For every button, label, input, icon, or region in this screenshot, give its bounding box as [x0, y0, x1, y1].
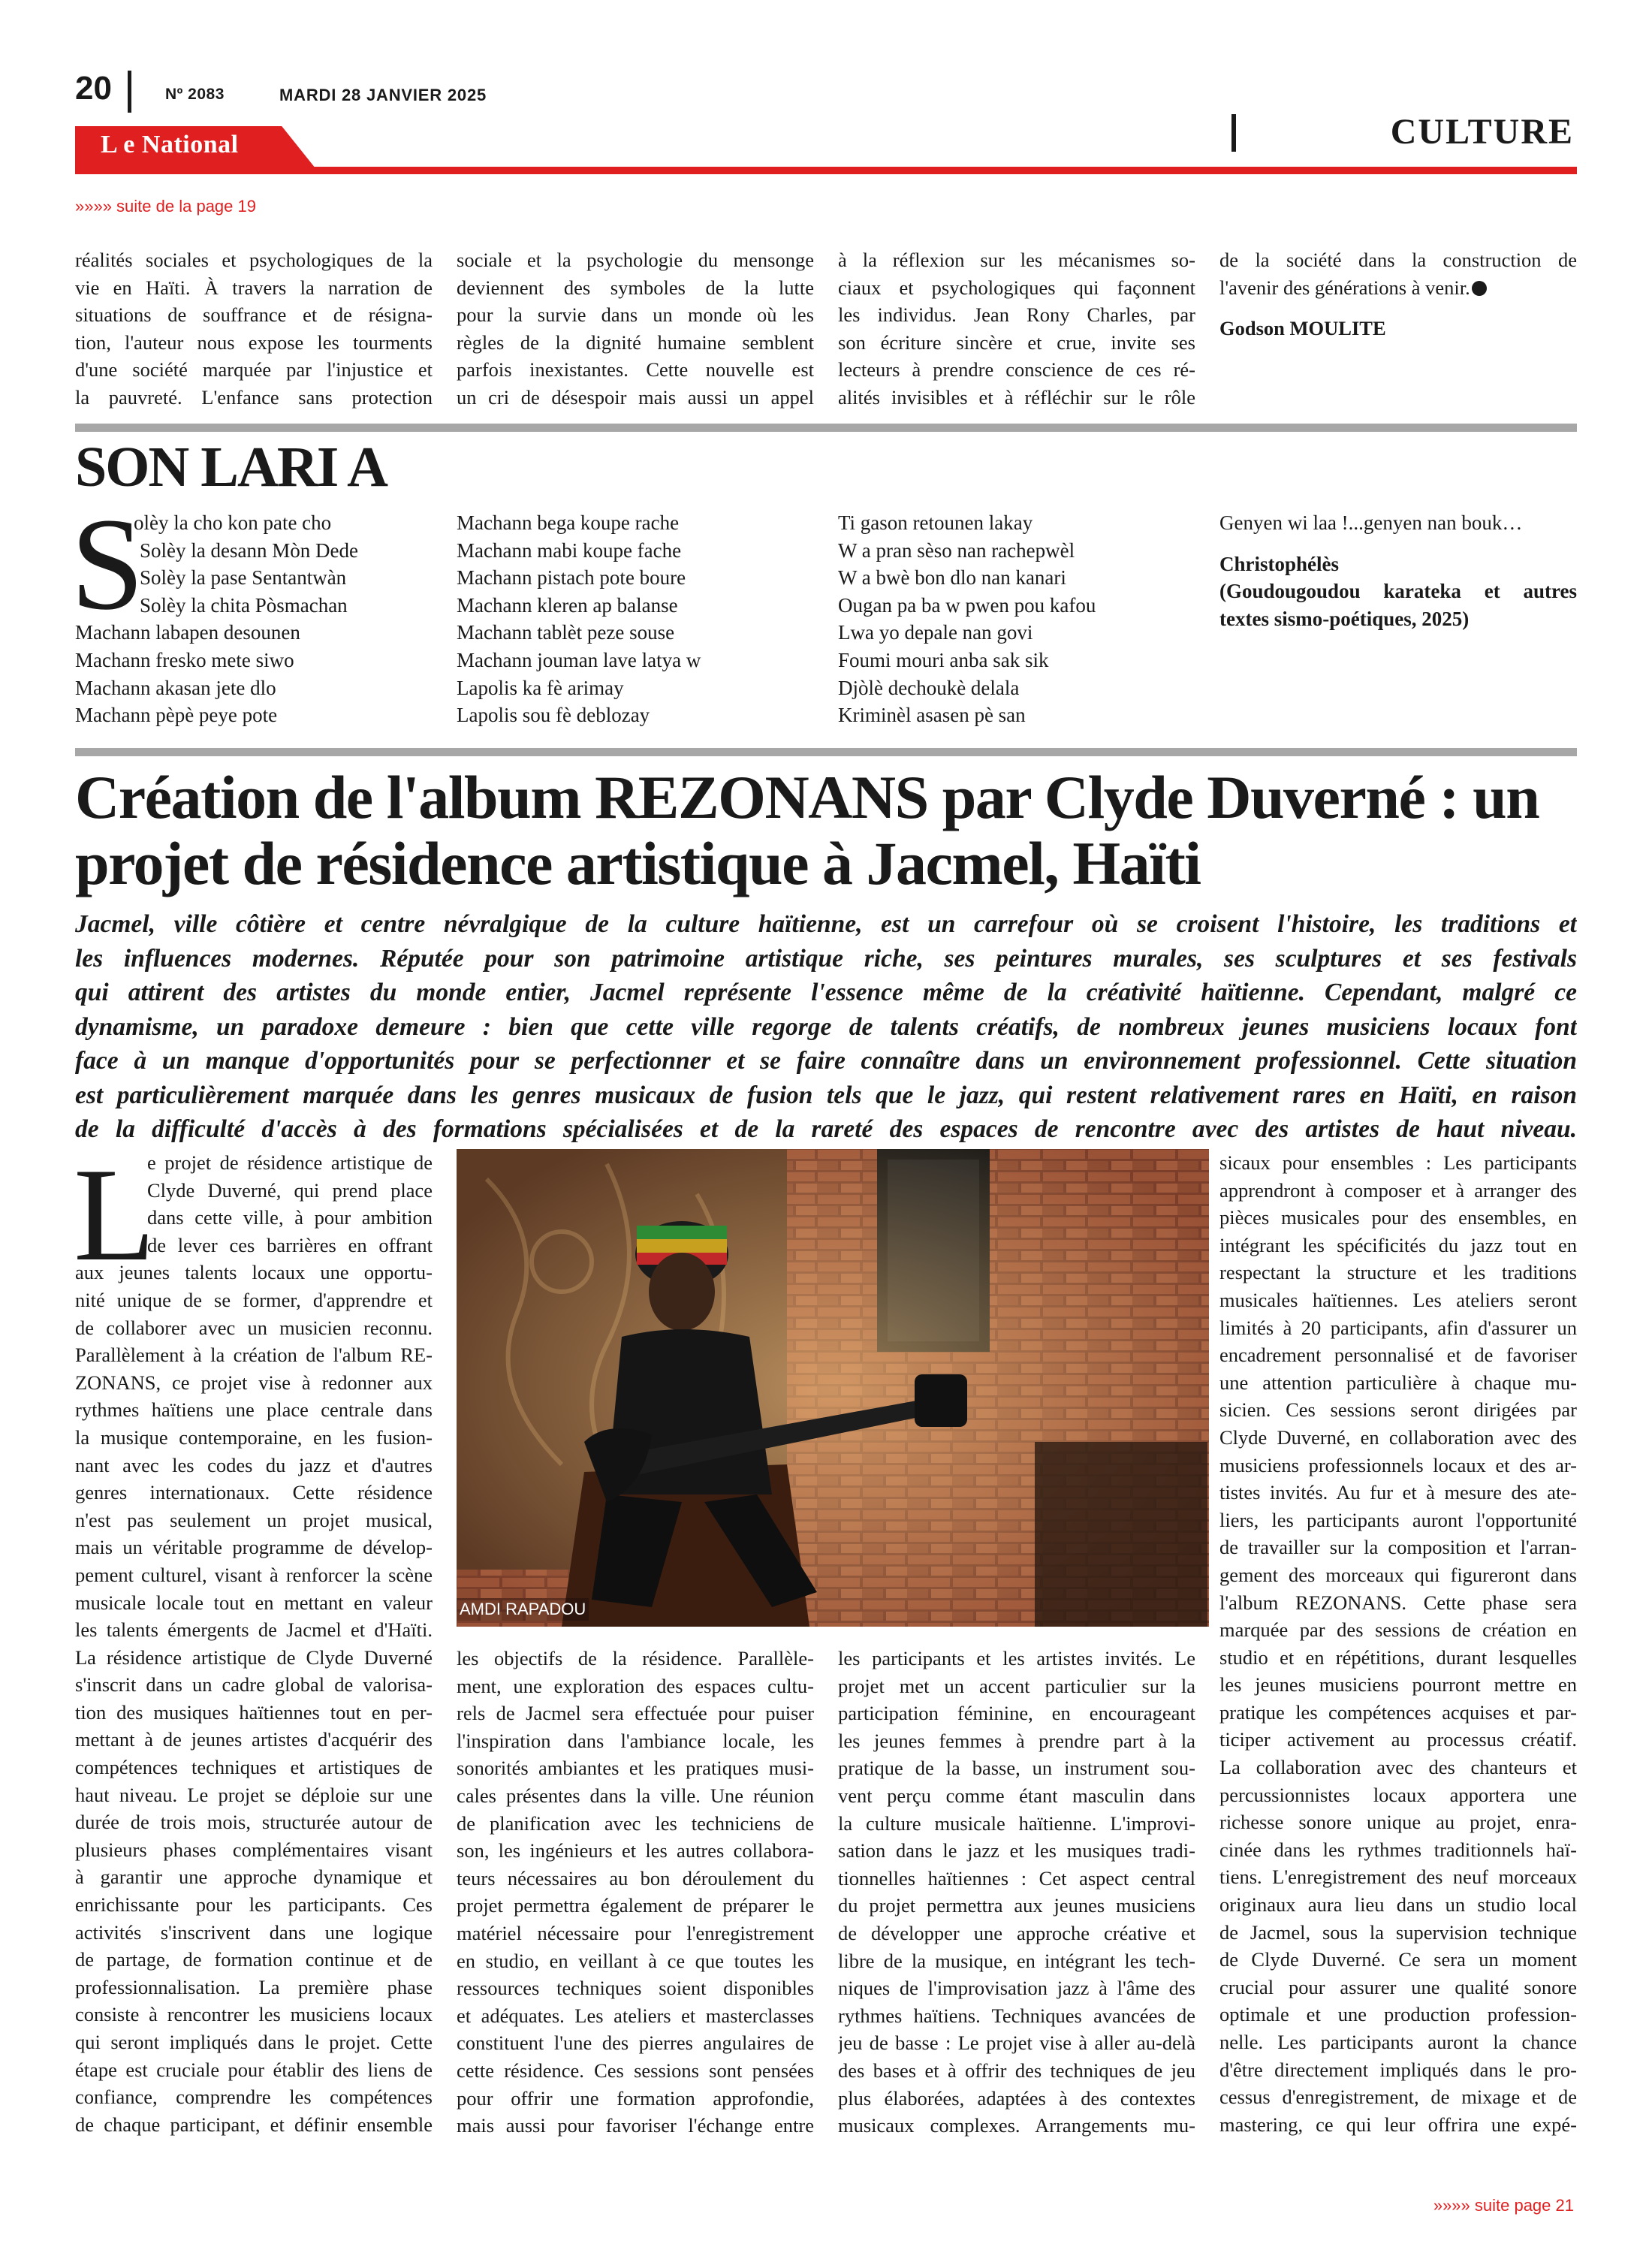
text-line: tion des musiques haïtiennes tout en per-	[75, 1700, 433, 1724]
text-line: teurs nécessaires au bon déroulement du	[457, 1866, 814, 1890]
text-line: étape est cruciale pour établir des liens de	[75, 2058, 433, 2081]
text-line: tistes invités. Au fur et à mesure des ate-	[1219, 1481, 1577, 1504]
poem-source: (Goudougoudou karateka et autres textes sismo-poétiques, 2025)	[1219, 580, 1577, 630]
text-line: de Jacmel, sous la supervision technique	[1219, 1920, 1577, 1944]
text-line: pour offrir une formation approfondie,	[457, 2086, 814, 2110]
article-dropcap: L	[74, 1140, 155, 1289]
text-line: encadrement personnalisé et de favoriser	[1219, 1344, 1577, 1367]
text-line: percussionnistes locaux apportera une	[1219, 1783, 1577, 1806]
text-line: de travailler sur la composition et l'arran-	[1219, 1536, 1577, 1559]
poem-line: olèy la cho kon pate cho	[134, 511, 332, 534]
text-line: richesse sonore unique au projet, enra-	[1219, 1811, 1577, 1834]
text-line: musicales haïtiennes. Les ateliers seront	[1219, 1288, 1577, 1311]
text-line: ressources techniques soient disponibles	[457, 1977, 814, 2000]
text-line: de planification avec les techniciens de	[457, 1811, 814, 1835]
text-line: les jeunes musiciens pourront mettre en	[1219, 1673, 1577, 1697]
poem-line: Genyen wi laa !...genyen nan bouk…	[1219, 511, 1523, 534]
poem-col-4	[1219, 509, 1577, 632]
text-line: marquée par des sessions de création en	[1219, 1618, 1577, 1642]
text-line: compétences techniques et artistiques de	[75, 1756, 433, 1779]
text-line: tionnelles haïtiennes : Cet aspect central	[838, 1866, 1195, 1890]
text-line: professionnalisation. La première phase	[75, 1975, 433, 1998]
photo-illustration	[457, 1149, 1209, 1627]
text-line: la culture musicale haïtienne. L'improvi-	[838, 1811, 1195, 1835]
poem-col-1	[75, 509, 433, 729]
text-line: à garantir une approche dynamique et	[75, 1865, 433, 1889]
text-line: ZONANS, ce projet vise à redonner aux	[75, 1371, 433, 1394]
text-line: de lever ces barrières en offrant	[147, 1233, 433, 1256]
text-line: La collaboration avec des chanteurs et	[1219, 1756, 1577, 1779]
poem-line: Solèy la desann Mòn Dede	[140, 538, 358, 562]
text-line: niques de l'improvisation jazz à l'âme des	[838, 1977, 1195, 2000]
article-lead	[75, 907, 1577, 1147]
text-line: nité unique de se former, d'apprendre et	[75, 1288, 433, 1311]
prev-article-col-2	[457, 246, 814, 412]
text-line: rythmes haïtiens une place centrale dans	[75, 1398, 433, 1422]
text-line: sicaux pour ensembles : Les participants	[1219, 1151, 1577, 1174]
text-line: deviennent des symboles de la lutte	[457, 276, 814, 299]
section-separator	[75, 748, 1577, 756]
poem-line: W a pran sèso nan rachepwèl	[838, 538, 1075, 562]
poem-line: Machann bega koupe rache	[457, 511, 680, 534]
text-line: à la réflexion sur les mécanismes so-	[838, 249, 1195, 271]
text-line: alités invisibles et à réfléchir sur le rôle	[838, 385, 1195, 409]
text-line: nelle. Les participants auront la chance	[1219, 2031, 1577, 2053]
text-line: pour la survie dans un monde où les	[457, 303, 814, 327]
poem-title: SON LARI A	[75, 436, 387, 499]
text-line: les individus. Jean Rony Charles, par	[838, 303, 1195, 327]
text-line: vie en Haïti. À travers la narration de	[75, 276, 433, 299]
poem-line: Machann labapen desounen	[75, 621, 300, 644]
text-line: les objectifs de la résidence. Parallèle-	[457, 1647, 814, 1669]
text-line: dans cette ville, à pour ambition	[147, 1206, 433, 1229]
poem-line: Djòlè dechoukè delala	[838, 676, 1020, 699]
article-col-4	[1219, 1149, 1577, 2138]
text-line: crucial pour assurer une qualité sonore	[1219, 1975, 1577, 1998]
article-headline: Création de l'album REZONANS par Clyde Duverné : un projet de résidence artistique à Jacmel, Haïti	[75, 763, 1539, 897]
lead-line: de la difficulté d'accès à des formations spécialisées et de la rareté des espaces de rencontre avec des artistes de haut niveau.	[75, 1115, 1577, 1143]
page-number: 20	[75, 70, 112, 107]
poem-line: Machann akasan jete dlo	[75, 676, 276, 699]
text-line: réalités sociales et psychologiques de la	[75, 249, 433, 271]
text-line: de la société dans la construction de	[1219, 249, 1577, 271]
text-line: les jeunes femmes à prendre part à la	[838, 1729, 1195, 1752]
text-line: tion, l'auteur nous expose les tourments	[75, 330, 433, 354]
text-line: les participants et les artistes invités. Le	[838, 1647, 1195, 1669]
text-line: la musique contemporaine, en les fusion-	[75, 1425, 433, 1449]
text-line: les talents émergents de Jacmel et d'Haïti.	[75, 1618, 433, 1642]
text-line: s'inscrit dans un cadre global de valorisa-	[75, 1673, 433, 1697]
continued-from-link[interactable]: »»»» suite de la page 19	[75, 197, 256, 216]
end-of-article-icon	[1472, 281, 1487, 296]
text-line: son, les ingénieurs et les autres collabora-	[457, 1839, 814, 1862]
poem-line: Lapolis ka fè arimay	[457, 676, 624, 699]
article-photo	[457, 1149, 1209, 1627]
text-line: son écriture sincère et crue, invite ses	[838, 330, 1195, 354]
text-line: tiens. L'enregistrement des neuf morceaux	[1219, 1865, 1577, 1889]
poem-line: Solèy la chita Pòsmachan	[140, 593, 348, 617]
text-line: cales présentes dans la ville. Une réunion	[457, 1784, 814, 1807]
poem-line: Machann pistach pote boure	[457, 566, 686, 590]
text-line: nant avec les codes du jazz et d'autres	[75, 1453, 433, 1476]
text-line: mastering, ce qui leur offrira une expé-	[1219, 2113, 1577, 2136]
text-line: limités à 20 participants, afin d'assurer un	[1219, 1316, 1577, 1339]
text-line: cette résidence. Ces sessions sont pensées	[457, 2058, 814, 2082]
text-line: de développer une approche créative et	[838, 1921, 1195, 1944]
publication-date: MARDI 28 JANVIER 2025	[279, 86, 487, 104]
text-line: une attention particulière à chaque mu-	[1219, 1371, 1577, 1394]
text-line: pratique les compétences acquises et par-	[1219, 1700, 1577, 1724]
text-line: plusieurs phases complémentaires visant	[75, 1838, 433, 1861]
poem-line: Ti gason retounen lakay	[838, 511, 1033, 534]
text-line: sicien. Ces sessions seront dirigées par	[1219, 1398, 1577, 1422]
text-line: jeu de basse : Le projet vise à aller au-delà	[838, 2031, 1195, 2055]
text-line: de Clyde Duverné. Ce sera un moment	[1219, 1948, 1577, 1971]
text-line: musicaux complexes. Arrangements mu-	[838, 2114, 1195, 2137]
text-line: d'une société marquée par l'injustice et	[75, 358, 433, 382]
text-line: rythmes haïtiens. Techniques avancées de	[838, 2004, 1195, 2027]
text-line: gement des morceaux qui figureront dans	[1219, 1563, 1577, 1586]
text-line: la pauvreté. L'enfance sans protection	[75, 385, 433, 409]
prev-article-author: Godson MOULITE	[1219, 317, 1386, 340]
lead-line: les influences modernes. Réputée pour son patrimoine artistique riche, ses peintures murales, ses sculptures et ses festivals	[75, 944, 1577, 973]
text-line: Clyde Duverné, qui prend place	[147, 1178, 433, 1202]
text-line-content: l'avenir des générations à venir.	[1219, 276, 1470, 299]
lead-line: dynamisme, un paradoxe demeure : bien que cette ville regorge de talents créatifs, de nombreux jeunes musiciens locaux font	[75, 1012, 1577, 1041]
text-line: genres internationaux. Cette résidence	[75, 1481, 433, 1504]
poem-line: Machann tablèt peze souse	[457, 621, 675, 644]
text-line: pratique de la basse, un instrument sou-	[838, 1757, 1195, 1780]
lead-line: est particulièrement marquée dans les genres musicaux de fusion tels que le jazz, qui restent relativement rares en Haïti, en raison	[75, 1081, 1577, 1109]
text-line: mais un véritable programme de dévelop-	[75, 1536, 433, 1559]
text-line: lecteurs à prendre conscience de ces ré-	[838, 358, 1195, 382]
text-line: de partage, de formation continue et de	[75, 1948, 433, 1971]
text-line: vent perçu comme étant masculin dans	[838, 1784, 1195, 1807]
text-line: projet permettra également de préparer le	[457, 1894, 814, 1917]
text-line: respectant la structure et les traditions	[1219, 1261, 1577, 1284]
text-line: des bases et à offrir des techniques de jeu	[838, 2058, 1195, 2082]
text-line: sation dans le jazz et les musiques tradi-	[838, 1839, 1195, 1862]
text-line: Clyde Duverné, en collaboration avec des	[1219, 1425, 1577, 1449]
text-line: en studio, en veillant à ce que toutes les	[457, 1949, 814, 1972]
prev-article-col-3	[838, 246, 1195, 412]
text-line: matériel nécessaire pour l'enregistrement	[457, 1921, 814, 1944]
poem-line: W a bwè bon dlo nan kanari	[838, 566, 1066, 590]
poem-dropcap: S	[71, 491, 144, 638]
text-line: ticiper activement au processus créatif.	[1219, 1728, 1577, 1751]
prev-article-col-4	[1219, 246, 1577, 342]
text-line: constituent l'une des pierres angulaires de	[457, 2031, 814, 2055]
poem-col-2	[457, 509, 814, 729]
text-line: l'album REZONANS. Cette phase sera	[1219, 1591, 1577, 1614]
section-title: CULTURE	[1390, 112, 1574, 152]
poem-line: Solèy la pase Sentantwàn	[140, 566, 347, 590]
page-number-divider	[128, 71, 131, 113]
text-line: de chaque participant, et définir ensemble	[75, 2113, 433, 2136]
text-line: n'est pas seulement un projet musical,	[75, 1508, 433, 1531]
text-line: règles de la dignité humaine semblent	[457, 330, 814, 354]
article-col-2	[457, 1645, 814, 2140]
text-line: et adéquates. Les ateliers et masterclasses	[457, 2004, 814, 2027]
text-line: musicale locale tout en mettant en valeur	[75, 1591, 433, 1614]
text-line: originaux aura lieu dans un studio local	[1219, 1893, 1577, 1917]
text-line: situations de souffrance et de résigna-	[75, 303, 433, 327]
text-line: intégrant les spécificités du jazz tout en	[1219, 1233, 1577, 1256]
header-rule	[75, 167, 1577, 174]
text-line: de collaborer avec un musicien reconnu.	[75, 1316, 433, 1339]
continued-to-link[interactable]: »»»» suite page 21	[1433, 2196, 1574, 2215]
text-line: apprendront à composer et à arranger des	[1219, 1178, 1577, 1202]
text-line: sociale et la psychologie du mensonge	[457, 249, 814, 271]
poem-line: Machann fresko mete siwo	[75, 648, 294, 671]
poem-line: Machann kleren ap balanse	[457, 593, 678, 617]
text-line: pièces musicales pour des ensembles, en	[1219, 1206, 1577, 1229]
text-line: cessus d'enregistrement, de mixage et de	[1219, 2086, 1577, 2109]
photo-credit: AMDI RAPADOU	[457, 1598, 589, 1621]
text-line: optimale et une production profession-	[1219, 2003, 1577, 2026]
text-line: musiciens professionnels locaux et des ar-	[1219, 1453, 1577, 1476]
poem-line: Kriminèl asasen pè san	[838, 704, 1026, 727]
text-line: haut niveau. Le projet se déploie sur une	[75, 1783, 433, 1806]
poem-line: Machann mabi koupe fache	[457, 538, 682, 562]
article-col-3	[838, 1645, 1195, 2140]
lead-line: qui attirent des artistes du monde entier, Jacmel représente l'essence même de la créativité haïtienne. Cependant, malgré ce	[75, 979, 1577, 1006]
text-line: studio et en répétitions, durant lesquelles	[1219, 1645, 1577, 1669]
text-line: ment, une exploration des espaces cultu-	[457, 1674, 814, 1697]
text-line: un cri de désespoir mais aussi un appel	[457, 385, 814, 409]
text-line: aux jeunes talents locaux une opportu-	[75, 1261, 433, 1284]
text-line: Parallèlement à la création de l'album RE-	[75, 1344, 433, 1367]
text-line: confiance, comprendre les compétences	[75, 2086, 433, 2109]
text-line: mettant à de jeunes artistes d'acquérir des	[75, 1728, 433, 1751]
newspaper-brand: L e National	[101, 131, 239, 158]
text-line: pement culturel, visant à renforcer la scène	[75, 1563, 433, 1586]
section-separator	[75, 424, 1577, 432]
text-line: mais aussi pour favoriser l'échange entre	[457, 2114, 814, 2137]
lead-line: Jacmel, ville côtière et centre névralgique de la culture haïtienne, est un carrefour où se croisent l'histoire, les traditions et	[75, 910, 1577, 938]
poem-author: Christophélès	[1219, 552, 1340, 575]
text-line: plus élaborées, adaptées à des contextes	[838, 2086, 1195, 2110]
issue-number: Nº 2083	[165, 86, 225, 103]
prev-article-col-1	[75, 246, 433, 412]
text-line: parfois inexistantes. Cette nouvelle est	[457, 358, 814, 382]
text-line: d'être directement impliqués dans le pro-	[1219, 2058, 1577, 2081]
text-line: enrichissante pour les participants. Ces	[75, 1893, 433, 1917]
poem-col-3	[838, 509, 1195, 729]
text-line: projet met un accent particulier sur la	[838, 1674, 1195, 1697]
text-line: consiste à rencontrer les musiciens locaux	[75, 2003, 433, 2026]
text-line: cinée dans les rythmes traditionnels haï-	[1219, 1838, 1577, 1861]
poem-line: Machann pèpè peye pote	[75, 704, 278, 727]
text-line: liers, les participants auront l'opportunité	[1219, 1508, 1577, 1531]
text-line: rels de Jacmel sera effectuée pour puiser	[457, 1702, 814, 1725]
text-line: sonorités ambiantes et les pratiques musi-	[457, 1757, 814, 1780]
text-line: libre de la musique, en intégrant les tech-	[838, 1949, 1195, 1972]
text-line: e projet de résidence artistique de	[147, 1151, 433, 1174]
poem-line: Machann jouman lave latya w	[457, 648, 701, 671]
poem-line: Lapolis sou fè deblozay	[457, 704, 650, 727]
text-line	[1219, 274, 1577, 302]
text-line: du projet permettra aux jeunes musiciens	[838, 1894, 1195, 1917]
text-line: durée de trois mois, structurée autour de	[75, 1811, 433, 1834]
text-line: qui seront impliqués dans le projet. Cette	[75, 2031, 433, 2053]
text-line: activités s'inscrivent dans une logique	[75, 1920, 433, 1944]
poem-line: Lwa yo depale nan govi	[838, 621, 1033, 644]
poem-line: Ougan pa ba w pwen pou kafou	[838, 593, 1096, 617]
poem-line: Foumi mouri anba sak sik	[838, 648, 1049, 671]
text-line: La résidence artistique de Clyde Duverné	[75, 1645, 433, 1669]
text-line: participation féminine, en encourageant	[838, 1702, 1195, 1725]
article-col-1	[74, 1140, 433, 2138]
text-line: ciaux et psychologiques qui façonnent	[838, 276, 1195, 299]
text-line: l'inspiration dans l'ambiance locale, les	[457, 1729, 814, 1752]
section-divider	[1231, 114, 1236, 152]
lead-line: face à un manque d'opportunités pour se perfectionner et se faire connaître dans un environnement professionnel. Cette situation	[75, 1047, 1577, 1075]
